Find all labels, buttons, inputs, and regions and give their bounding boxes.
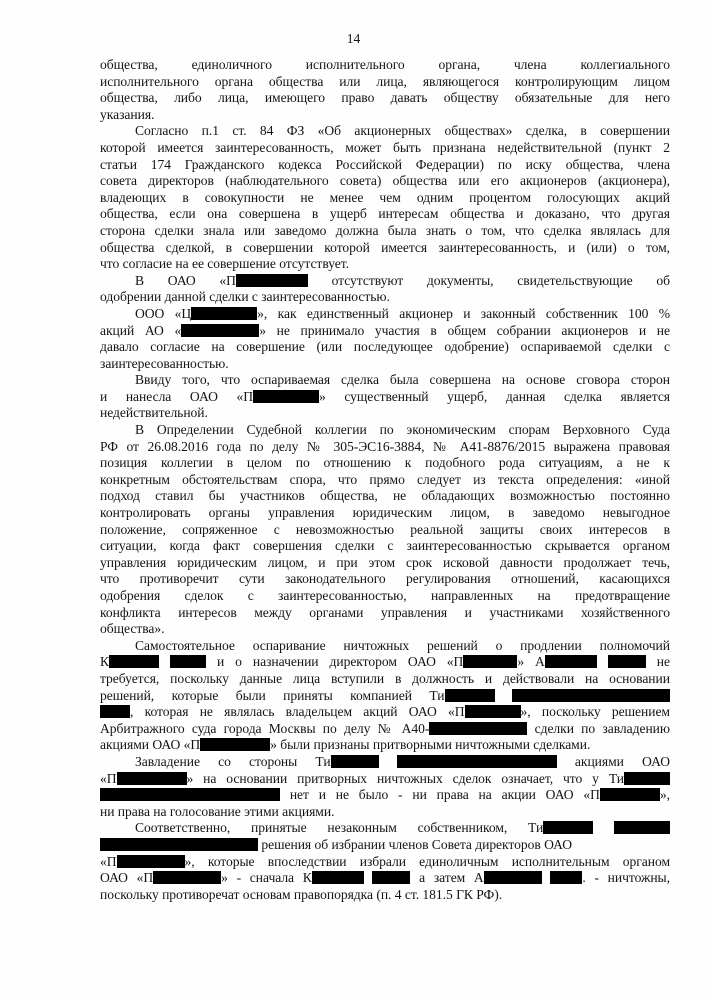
redaction-bar: [614, 821, 670, 834]
redaction-bar: [200, 738, 270, 751]
paragraph: [100, 123, 670, 272]
text-line: «П » на основании притворных ничтожных сделок означает, что у Ти: [100, 771, 670, 788]
text-line: поскольку противоречат основам правопорядка (п. 4 ст. 181.5 ГК РФ).: [100, 886, 503, 902]
text-line: что противоречит сути законодательного регулирования отношений, касающихся: [100, 571, 670, 587]
text-line: позиция коллегии в целом по отношению к подобного рода ситуациям, а не к: [100, 455, 670, 471]
text-line: статьи 174 Гражданского кодекса Российской Федерации) по иску общества, члена: [100, 156, 670, 172]
redaction-bar: [429, 722, 527, 735]
redaction-bar: [600, 788, 660, 801]
text-line: подход ставил бы участников общества, не обладающих возможностью постоянно: [100, 488, 670, 504]
redaction-bar: [100, 788, 280, 801]
redaction-bar: [170, 655, 206, 668]
redaction-bar: [484, 871, 542, 884]
text-line: одобрения сделок с заинтересованностью, направленных на предотвращение: [100, 588, 670, 603]
redaction-bar: [153, 871, 221, 884]
text-line: В ОАО «П отсутствуют документы, свидетельствующие об: [135, 272, 670, 288]
text-line: общества сделкой, в совершении которой имеется заинтересованность, и (или) о том,: [100, 239, 670, 255]
text-line: недействительной.: [100, 405, 208, 421]
redaction-bar: [312, 871, 364, 884]
text-line: акций АО « » не принимало участия в общем собрании акционеров и не: [100, 322, 670, 338]
redaction-bar: [117, 772, 187, 785]
paragraph: [100, 754, 670, 820]
text-line: требуется, поскольку данные лица вступили в должность и действовали на основании: [100, 670, 670, 686]
text-line: сторона сделки знала или заведомо должна была знать о том, что сделка являлась для: [100, 222, 670, 238]
text-line: контролировать органы управления юридическим лицом, в заведомо невыгодное: [100, 505, 670, 521]
text-line: конкретным обстоятельствам спора, что прямо следует из текста определения: «иной: [100, 471, 670, 487]
text-line: заинтересованностью.: [100, 355, 229, 371]
paragraph: [100, 820, 670, 903]
text-line: общества, если она совершена в ущерб интересам общества и доказано, что другая: [100, 206, 670, 222]
redaction-bar: [463, 655, 517, 668]
redaction-bar: [191, 307, 257, 320]
text-line: акциями ОАО «П » были признаны притворными ничтожными сделками.: [100, 737, 591, 753]
text-line: что согласие на ее совершение отсутствует.: [100, 256, 349, 272]
text-line: совета директоров (наблюдательного совета) общества или его акционеров (акционера),: [100, 173, 670, 189]
redaction-bar: [545, 655, 597, 668]
redaction-bar: [543, 821, 593, 834]
text-line: конфликта интересов между органами управления и участниками хозяйственного: [100, 604, 670, 620]
text-line: исполнительного органа общества или лица, являющегося контролирующим лицом: [100, 73, 670, 89]
text-line: Арбитражного суда города Москвы по делу № А40- сделки по завладению: [100, 720, 670, 736]
text-line: , которая не являлась владельцем акций ОАО «П », поскольку решением: [100, 704, 670, 721]
text-line: владеющих в совокупности не менее чем одним процентом голосующих акций: [100, 189, 670, 205]
redaction-bar: [550, 871, 582, 884]
text-line: Согласно п.1 ст. 84 ФЗ «Об акционерных обществах» сделка, в совершении: [135, 123, 670, 139]
text-line: Завладение со стороны Ти акциями ОАО: [135, 753, 670, 769]
page-number: 14: [346, 31, 361, 46]
text-line: ОАО «П » - сначала К а затем А . - ничтожны,: [100, 870, 670, 886]
paragraph: [100, 306, 670, 372]
text-line: общества, либо лица, имеющего право давать обществу обязательные для него: [100, 90, 670, 106]
text-line: управления юридическим лицом, и при этом срок исковой давности продолжает течь,: [100, 554, 670, 570]
redaction-bar: [100, 838, 258, 851]
text-line: которой имеется заинтересованность, может быть признана недействительной (пункт 2: [100, 139, 670, 155]
text-line: Соответственно, принятые незаконным собственником, Ти: [100, 820, 670, 837]
redaction-bar: [372, 871, 410, 884]
redaction-bar: [331, 755, 379, 768]
redaction-bar: [445, 689, 495, 702]
redaction-bar: [624, 772, 670, 785]
text-line: К и о назначении директором ОАО «П » А не: [100, 654, 670, 670]
redaction-bar: [100, 705, 130, 718]
text-line: ООО «Ц », как единственный акционер и законный собственник 100 %: [135, 305, 670, 321]
text-line: Ввиду того, что оспариваемая сделка была совершена на основе сговора сторон: [135, 372, 670, 388]
redaction-bar: [608, 655, 646, 668]
text-line: В Определении Судебной коллегии по экономическим спорам Верховного Суда: [135, 422, 670, 438]
text-line: решений, которые были приняты компанией Ти: [100, 688, 670, 705]
text-line: общества, единоличного исполнительного органа, члена коллегиального: [100, 57, 670, 72]
redaction-bar: [397, 755, 557, 768]
text-line: «П », которые впоследствии избрали единоличным исполнительным органом: [100, 853, 670, 869]
text-line: давало согласие на совершение (или последующее одобрение) оспариваемой сделки с: [100, 339, 670, 355]
redaction-bar: [117, 855, 185, 868]
redaction-bar: [253, 390, 319, 403]
document-body: [100, 57, 670, 903]
text-line: положение, сопряженное с невозможностью реальной защиты своих интересов в: [100, 521, 670, 537]
text-line: общества».: [100, 621, 165, 637]
text-line: РФ от 26.08.2016 года по делу № 305-ЭС16-3884, № А41-8876/2015 выражена правовая: [100, 438, 670, 454]
text-line: Самостоятельное оспаривание ничтожных решений о продлении полномочий: [135, 637, 670, 653]
text-line: и нанесла ОАО «П » существенный ущерб, данная сделка является: [100, 388, 670, 404]
redaction-bar: [512, 689, 670, 702]
paragraph: [100, 57, 670, 123]
text-line: ситуации, когда факт совершения сделки с заинтересованностью скрывается органом: [100, 538, 670, 554]
text-line: решения об избрании членов Совета директоров ОАО: [100, 837, 670, 854]
text-line: одобрении данной сделки с заинтересованностью.: [100, 289, 390, 305]
text-line: ни права на голосование этими акциями.: [100, 803, 335, 819]
paragraph: [100, 422, 670, 638]
paragraph: [100, 372, 670, 422]
redaction-bar: [109, 655, 159, 668]
redaction-bar: [465, 705, 521, 718]
paragraph: [100, 638, 670, 754]
redaction-bar: [236, 274, 308, 287]
text-line: нет и не было - ни права на акции ОАО «П »,: [100, 787, 670, 804]
text-line: указания.: [100, 106, 155, 122]
redaction-bar: [181, 324, 259, 337]
paragraph: [100, 273, 670, 306]
